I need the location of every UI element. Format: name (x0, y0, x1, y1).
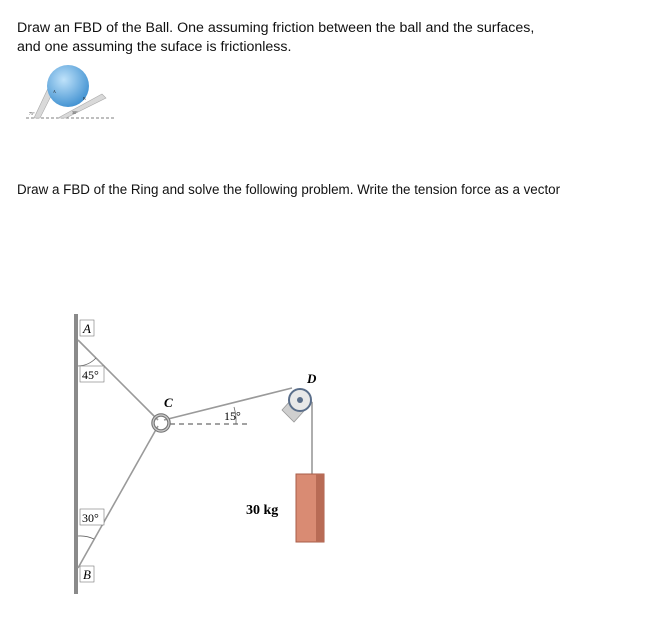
ball-label-a: A (53, 89, 56, 94)
angle-label-right: 30° (72, 110, 78, 115)
pulley-d-hub (297, 397, 303, 403)
angle-label-b: 30° (82, 511, 99, 525)
rope-bc (78, 426, 158, 568)
question-ball-fbd (17, 19, 637, 57)
ring-figure (60, 306, 350, 606)
wall (74, 314, 78, 594)
point-label-d: D (307, 371, 317, 386)
angle-label-left: 75° (29, 111, 35, 116)
question-ball-line1: Draw an FBD of the Ball. One assuming friction between the ball and the surfaces, (17, 20, 535, 36)
point-label-a: A (83, 321, 91, 336)
angle-arc-a (78, 358, 96, 366)
ring-c-inner (153, 415, 169, 431)
question-ring-fbd: Draw a FBD of the Ring and solve the following problem. Write the tension force as a vector (17, 182, 561, 197)
angle-label-d: 15° (224, 409, 241, 423)
point-label-b: B (83, 567, 91, 582)
ball-label-b: B (83, 96, 86, 101)
question-ball-line2: and one assuming the suface is frictionless. (17, 39, 292, 55)
angle-arc-b (78, 536, 94, 539)
mass-label: 30 kg (246, 503, 279, 518)
angle-label-a: 45° (82, 368, 99, 382)
ball-figure (26, 62, 116, 122)
point-label-c: C (164, 395, 173, 410)
mass-block-shade (316, 474, 324, 542)
